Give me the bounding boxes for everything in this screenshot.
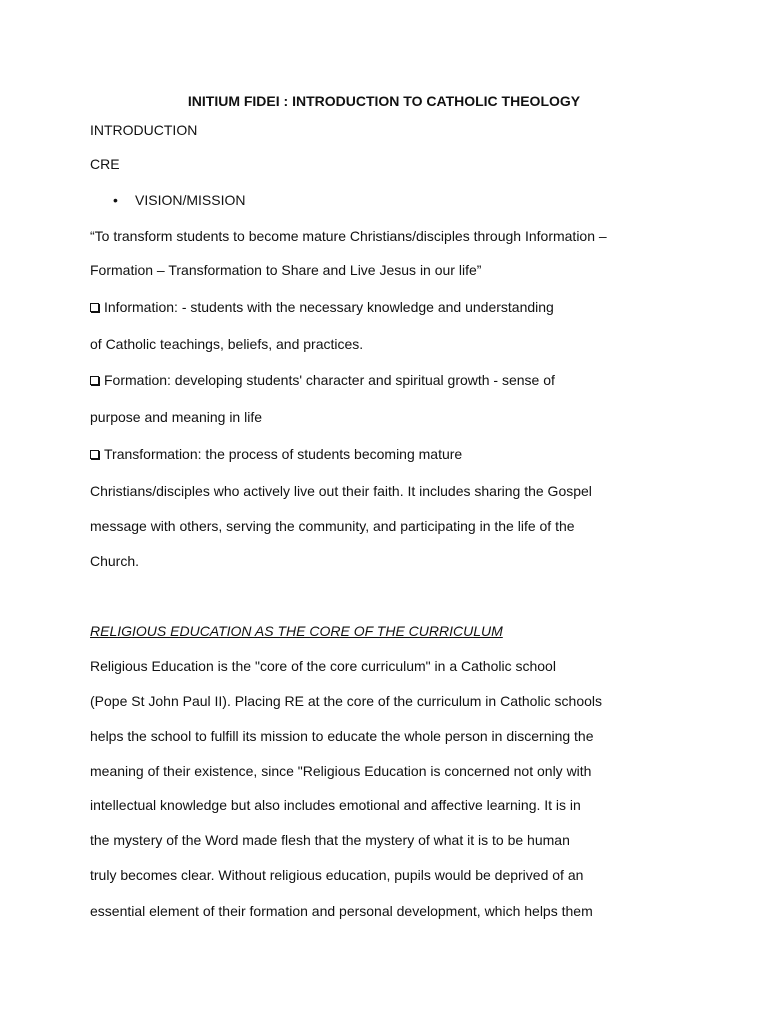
formation-item — [90, 371, 555, 389]
paragraph-line: essential element of their formation and personal development, which helps them — [90, 903, 593, 919]
checkbox-bullet-icon — [90, 376, 99, 385]
paragraph-line: helps the school to fulfill its mission to educate the whole person in discerning the — [90, 728, 594, 744]
paragraph-line: Religious Education is the "core of the core curriculum" in a Catholic school — [90, 658, 556, 674]
paragraph-line: meaning of their existence, since "Religious Education is concerned not only with — [90, 763, 592, 779]
formation-line-1: Formation: developing students' character and spiritual growth - sense of — [104, 372, 555, 388]
paragraph-line: (Pope St John Paul II). Placing RE at the core of the curriculum in Catholic schools — [90, 693, 603, 709]
formation-line-2: purpose and meaning in life — [90, 409, 263, 425]
checkbox-bullet-icon — [90, 450, 99, 459]
transformation-line-3: message with others, serving the community, and participating in the life of the — [90, 518, 575, 534]
transformation-item — [90, 445, 462, 463]
quote-line-1: “To transform students to become mature Christians/disciples through Information – — [90, 228, 607, 244]
document-title: INITIUM FIDEI : INTRODUCTION TO CATHOLIC THEOLOGY — [187, 93, 581, 109]
checkbox-bullet-icon — [90, 303, 99, 312]
information-item — [90, 298, 554, 316]
transformation-line-1: Transformation: the process of students becoming mature — [104, 446, 463, 462]
paragraph-line: the mystery of the Word made flesh that the mystery of what it is to be human — [90, 832, 570, 848]
paragraph-line: intellectual knowledge but also includes emotional and affective learning. It is in — [90, 797, 581, 813]
transformation-line-2: Christians/disciples who actively live out their faith. It includes sharing the Gospel — [90, 483, 592, 499]
introduction-heading: INTRODUCTION — [90, 122, 198, 138]
bullet-vision-mission: VISION/MISSION — [135, 192, 246, 208]
bullet-icon: • — [113, 192, 118, 208]
information-line-2: of Catholic teachings, beliefs, and practices. — [90, 336, 364, 352]
transformation-line-4: Church. — [90, 553, 140, 569]
quote-line-2: Formation – Transformation to Share and Live Jesus in our life” — [90, 262, 482, 278]
information-line-1: Information: - students with the necessary knowledge and understanding — [104, 299, 554, 315]
paragraph-line: truly becomes clear. Without religious education, pupils would be deprived of an — [90, 867, 584, 883]
cre-heading: CRE — [90, 156, 120, 172]
section-heading: RELIGIOUS EDUCATION AS THE CORE OF THE CURRICULUM — [90, 623, 503, 639]
